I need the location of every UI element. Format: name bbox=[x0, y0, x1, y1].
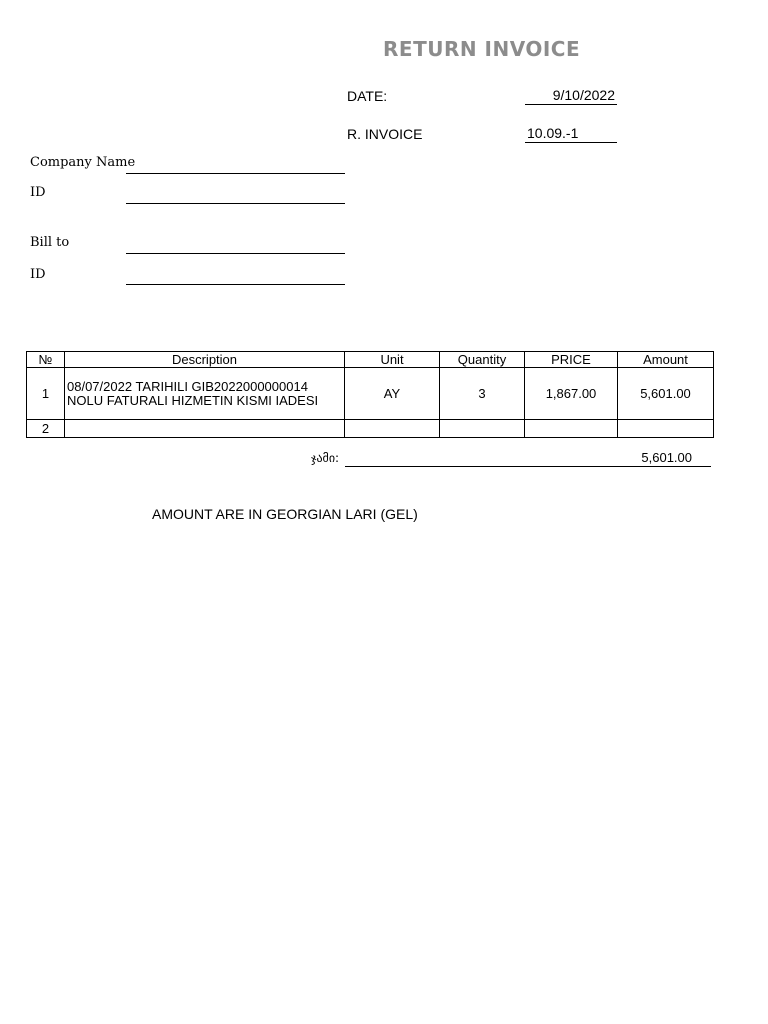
column-header-number: № bbox=[27, 352, 65, 368]
column-header-amount: Amount bbox=[618, 352, 714, 368]
bill-to-id-field[interactable] bbox=[126, 284, 345, 285]
company-id-field[interactable] bbox=[126, 203, 345, 204]
table-row bbox=[27, 420, 714, 438]
column-header-price: PRICE bbox=[525, 352, 618, 368]
column-header-unit: Unit bbox=[345, 352, 440, 368]
row-description-line: NOLU FATURALI HIZMETIN KISMI IADESI bbox=[67, 392, 319, 408]
row-price[interactable] bbox=[525, 420, 618, 438]
row-description[interactable] bbox=[65, 368, 345, 420]
table-header-row bbox=[27, 352, 714, 368]
invoice-number-label: R. INVOICE bbox=[347, 126, 423, 142]
row-number: 2 bbox=[27, 420, 65, 438]
row-description-line: 08/07/2022 TARIHILI GIB2022000000014 bbox=[67, 378, 308, 394]
row-amount bbox=[618, 420, 714, 438]
invoice-number-value: 10.09.-1 bbox=[527, 125, 579, 141]
row-quantity[interactable] bbox=[440, 420, 525, 438]
date-field[interactable] bbox=[525, 86, 617, 105]
total-field bbox=[345, 449, 711, 467]
date-value: 9/10/2022 bbox=[552, 87, 615, 103]
currency-note: AMOUNT ARE IN GEORGIAN LARI (GEL) bbox=[152, 506, 418, 522]
total-label: ჯამი: bbox=[311, 451, 340, 465]
company-name-label: Company Name bbox=[30, 155, 136, 170]
column-header-description: Description bbox=[65, 352, 345, 368]
document-title: RETURN INVOICE bbox=[383, 37, 581, 61]
bill-to-id-label: ID bbox=[30, 267, 46, 282]
row-amount: 5,601.00 bbox=[618, 368, 714, 420]
invoice-items-table bbox=[26, 351, 714, 438]
table-row bbox=[27, 368, 714, 420]
column-header-quantity: Quantity bbox=[440, 352, 525, 368]
row-number: 1 bbox=[27, 368, 65, 420]
total-value: 5,601.00 bbox=[641, 450, 692, 465]
row-quantity[interactable]: 3 bbox=[440, 368, 525, 420]
row-description[interactable] bbox=[65, 420, 345, 438]
bill-to-field[interactable] bbox=[126, 253, 345, 254]
company-id-label: ID bbox=[30, 185, 46, 200]
row-price[interactable]: 1,867.00 bbox=[525, 368, 618, 420]
bill-to-label: Bill to bbox=[30, 235, 70, 250]
date-label: DATE: bbox=[347, 88, 388, 104]
row-unit[interactable]: AY bbox=[345, 368, 440, 420]
company-name-field[interactable] bbox=[126, 173, 345, 174]
invoice-number-field[interactable] bbox=[525, 124, 617, 143]
row-unit[interactable] bbox=[345, 420, 440, 438]
